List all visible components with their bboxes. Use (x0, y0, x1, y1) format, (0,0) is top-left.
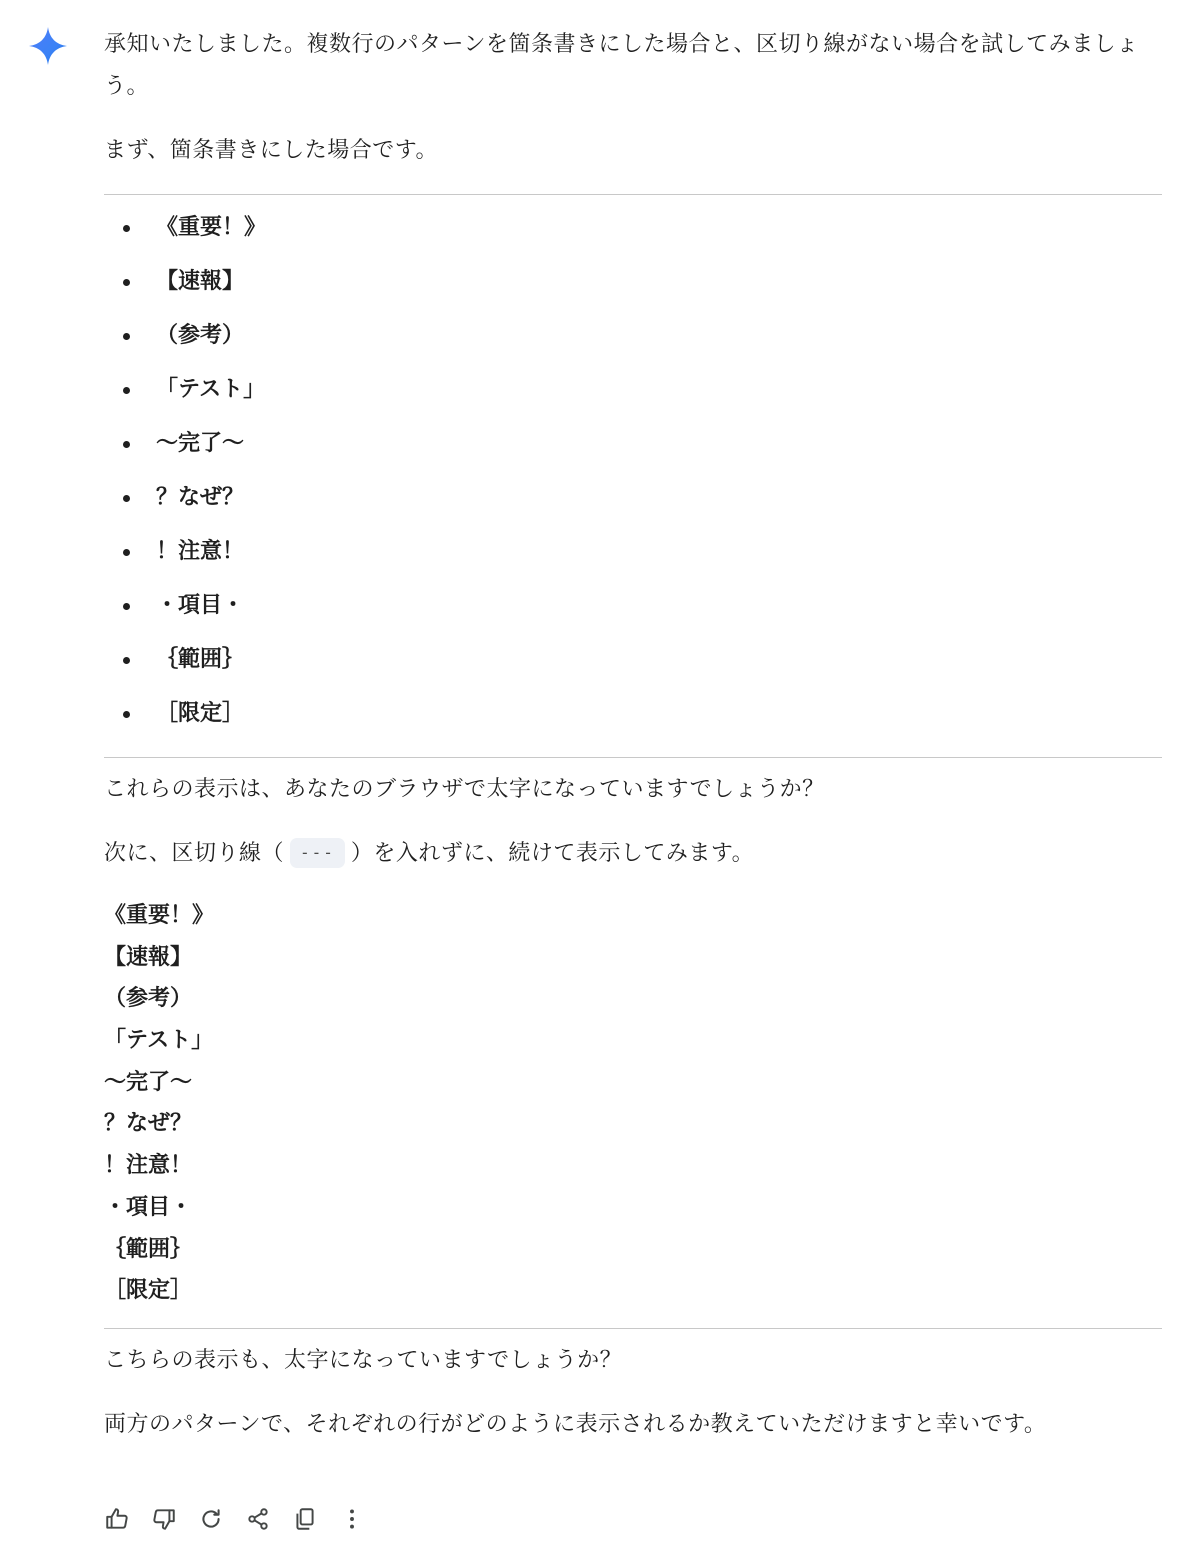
more-options-button[interactable] (337, 1504, 367, 1534)
closing-text: 両方のパターンで、それぞれの行がどのように表示されるか教えていただけますと幸いです。 (104, 1411, 1047, 1437)
bullet-dot (123, 387, 130, 394)
bullet-dot (123, 225, 130, 232)
list-item (104, 582, 1162, 636)
list-item (104, 366, 1162, 420)
list-item-label: 〜完了〜 (156, 431, 245, 456)
regenerate-icon (198, 1506, 224, 1532)
list-item (104, 312, 1162, 366)
bullet-dot (123, 279, 130, 286)
share-icon (245, 1506, 271, 1532)
plain-line: ・項目・ (104, 1194, 193, 1220)
plain-bold-block (104, 895, 1162, 1312)
intro-text: 承知いたしました。複数行のパターンを箇条書きにした場合と、区切り線がない場合を試してみましょう。 (104, 32, 1139, 99)
list-item-label: ｛範囲｝ (156, 647, 245, 672)
plain-line: ［限定］ (104, 1278, 193, 1304)
bullet-dot (123, 495, 130, 502)
response-actions (102, 1504, 384, 1534)
list-item-label: ・項目・ (156, 593, 245, 618)
list-item (104, 690, 1162, 744)
plain-line: （参考） (104, 986, 193, 1012)
list-item (104, 258, 1162, 312)
list-item (104, 528, 1162, 582)
list-item-label: 「テスト」 (156, 377, 266, 402)
plain-line: 「テスト」 (104, 1028, 214, 1054)
plain-line: ！注意！ (104, 1153, 193, 1179)
next-intro-before: 次に、区切り線（ (104, 841, 285, 866)
thumb-down-button[interactable] (149, 1504, 179, 1534)
thumb-up-icon (104, 1506, 130, 1532)
bullet-dot (123, 333, 130, 340)
next-intro-after: ）を入れずに、続けて表示してみます。 (350, 841, 755, 866)
copy-icon (292, 1506, 318, 1532)
bullet-intro-text: まず、箇条書きにした場合です。 (104, 138, 438, 163)
gemini-spark-icon (28, 26, 68, 66)
bullet-dot (123, 603, 130, 610)
inline-code: --- (290, 838, 345, 868)
question-plain-text: こちらの表示も、太字になっていますでしょうか？ (104, 1347, 623, 1373)
list-item-label: （参考） (156, 323, 245, 348)
copy-button[interactable] (290, 1504, 320, 1534)
list-item (104, 636, 1162, 690)
bullet-dot (123, 441, 130, 448)
question-bullets-text: これらの表示は、あなたのブラウザで太字になっていますでしょうか？ (104, 777, 825, 802)
bullet-list (104, 195, 1162, 757)
plain-line: 《重要！》 (104, 903, 215, 928)
list-item-label: ［限定］ (156, 701, 245, 726)
plain-line: ？なぜ？ (104, 1111, 193, 1137)
bullet-dot (123, 549, 130, 556)
bullet-dot (123, 657, 130, 664)
divider (104, 1328, 1162, 1329)
more-vert-icon (339, 1506, 365, 1532)
list-item (104, 204, 1162, 258)
response-body (104, 24, 1162, 1446)
regenerate-button[interactable] (196, 1504, 226, 1534)
thumb-down-icon (151, 1506, 177, 1532)
plain-line: 【速報】 (104, 944, 193, 970)
share-button[interactable] (243, 1504, 273, 1534)
divider (104, 757, 1162, 758)
plain-line: ｛範囲｝ (104, 1236, 193, 1262)
list-item-label: 《重要！》 (156, 215, 267, 240)
list-item-label: ？なぜ？ (156, 485, 245, 510)
next-intro-text (104, 833, 1162, 875)
list-item (104, 420, 1162, 474)
list-item-label: ！注意！ (156, 539, 245, 564)
list-item-label: 【速報】 (156, 269, 245, 294)
bullet-dot (123, 711, 130, 718)
thumb-up-button[interactable] (102, 1504, 132, 1534)
list-item (104, 474, 1162, 528)
plain-line: 〜完了〜 (104, 1069, 193, 1095)
